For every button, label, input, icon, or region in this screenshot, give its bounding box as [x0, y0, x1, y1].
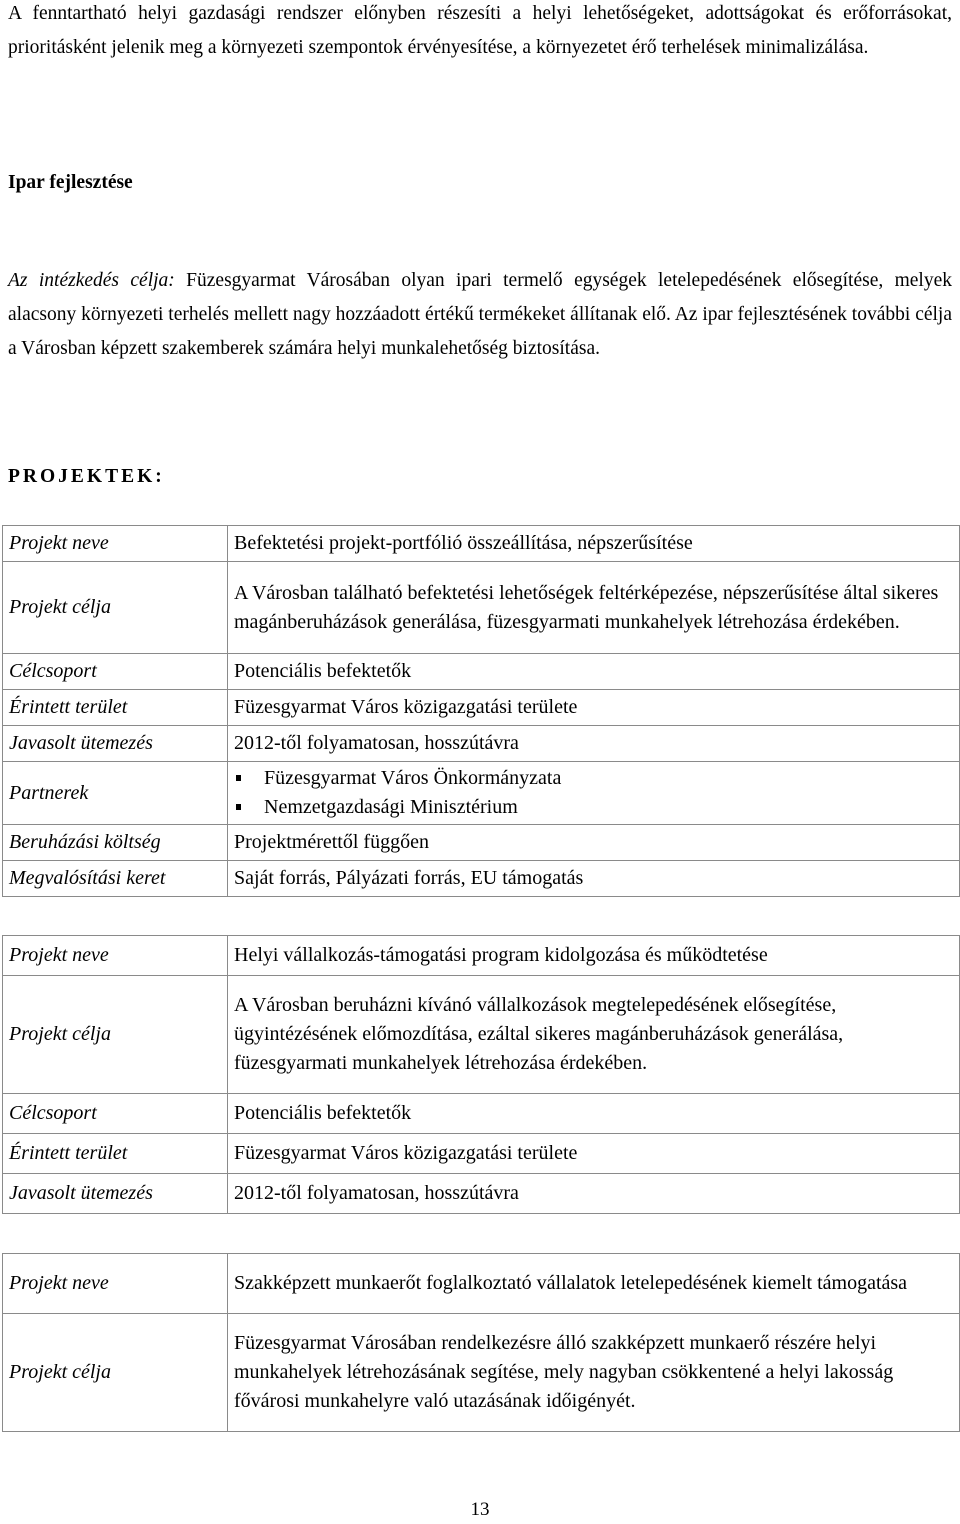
section-goal-paragraph: [8, 264, 952, 366]
table-row: [3, 726, 960, 762]
row-label: Javasolt ütemezés: [3, 726, 228, 762]
table-row: [3, 1134, 960, 1174]
row-value: A Városban található befektetési lehetőségek feltérképezése, népszerűsítése által sikeres magánberuházások generálása, füzesgyarmati munkahelyek létrehozása érdekében.: [228, 562, 960, 654]
row-label: Beruházási költség: [3, 825, 228, 861]
page-number: 13: [470, 1499, 490, 1520]
row-value: Helyi vállalkozás-támogatási program kidolgozása és működtetése: [228, 936, 960, 976]
intro-paragraph: A fenntartható helyi gazdasági rendszer előnyben részesíti a helyi lehetőségeket, adottságokat és erőforrásokat, prioritásként jelenik meg a környezeti szempontok érvényesítése, a környezetet érő terhelések minimalizálása.: [8, 3, 952, 58]
row-label: Célcsoport: [3, 654, 228, 690]
table-row: [3, 976, 960, 1094]
row-label: Projekt neve: [3, 526, 228, 562]
table-row: [3, 762, 960, 825]
row-value: Befektetési projekt-portfólió összeállítása, népszerűsítése: [228, 526, 960, 562]
row-label: Projekt célja: [3, 562, 228, 654]
project-table-3: [2, 1253, 960, 1432]
row-label: Javasolt ütemezés: [3, 1174, 228, 1214]
row-label: Megvalósítási keret: [3, 861, 228, 897]
project-table-2: [2, 935, 960, 1214]
goal-label: Az intézkedés célja:: [8, 270, 175, 291]
table-row: [3, 1254, 960, 1314]
row-value: Füzesgyarmat Város közigazgatási területe: [228, 1134, 960, 1174]
row-label: Projekt célja: [3, 976, 228, 1094]
row-label: Projekt célja: [3, 1314, 228, 1432]
table-row: [3, 1174, 960, 1214]
row-value: Saját forrás, Pályázati forrás, EU támogatás: [228, 861, 960, 897]
partners-list: [234, 764, 953, 822]
row-label: Célcsoport: [3, 1094, 228, 1134]
row-value: Szakképzett munkaerőt foglalkoztató vállalatok letelepedésének kiemelt támogatása: [228, 1254, 960, 1314]
table-row: [3, 861, 960, 897]
table-row: [3, 1094, 960, 1134]
row-value: 2012-től folyamatosan, hosszútávra: [228, 1174, 960, 1214]
row-value: A Városban beruházni kívánó vállalkozások megtelepedésének elősegítése, ügyintézésének előmozdítása, ezáltal sikeres magánberuházások generálása, füzesgyarmati munkahelyek létrehozása érdekében.: [228, 976, 960, 1094]
row-label: Projekt neve: [3, 1254, 228, 1314]
list-item: Nemzetgazdasági Minisztérium: [234, 793, 953, 822]
row-value: [228, 762, 960, 825]
row-value: Potenciális befektetők: [228, 654, 960, 690]
table-row: [3, 825, 960, 861]
row-label: Érintett terület: [3, 690, 228, 726]
row-value: Füzesgyarmat Városában rendelkezésre álló szakképzett munkaerő részére helyi munkahelyek létrehozásának segítése, mely nagyban csökkentené a helyi lakosság fővárosi munkahelyre való utazásának időigényét.: [228, 1314, 960, 1432]
table-row: [3, 690, 960, 726]
goal-text: Füzesgyarmat Városában olyan ipari termelő egységek letelepedésének elősegítése, melyek alacsony környezeti terhelés mellett nagy hozzáadott értékű termékeket állítanak elő. Az ipar fejlesztésének további célja a Városban képzett szakemberek számára helyi munkalehetőség biztosítása.: [8, 270, 952, 359]
row-label: Partnerek: [3, 762, 228, 825]
row-value: Potenciális befektetők: [228, 1094, 960, 1134]
project-table-1: [2, 525, 960, 897]
list-item: Füzesgyarmat Város Önkormányzata: [234, 764, 953, 793]
row-label: Érintett terület: [3, 1134, 228, 1174]
table-row: [3, 526, 960, 562]
table-row: [3, 654, 960, 690]
row-label: Projekt neve: [3, 936, 228, 976]
row-value: Projektmérettől függően: [228, 825, 960, 861]
table-row: [3, 562, 960, 654]
row-value: Füzesgyarmat Város közigazgatási területe: [228, 690, 960, 726]
section-title: Ipar fejlesztése: [8, 172, 133, 193]
projects-heading: PROJEKTEK:: [8, 466, 165, 487]
table-row: [3, 1314, 960, 1432]
row-value: 2012-től folyamatosan, hosszútávra: [228, 726, 960, 762]
table-row: [3, 936, 960, 976]
